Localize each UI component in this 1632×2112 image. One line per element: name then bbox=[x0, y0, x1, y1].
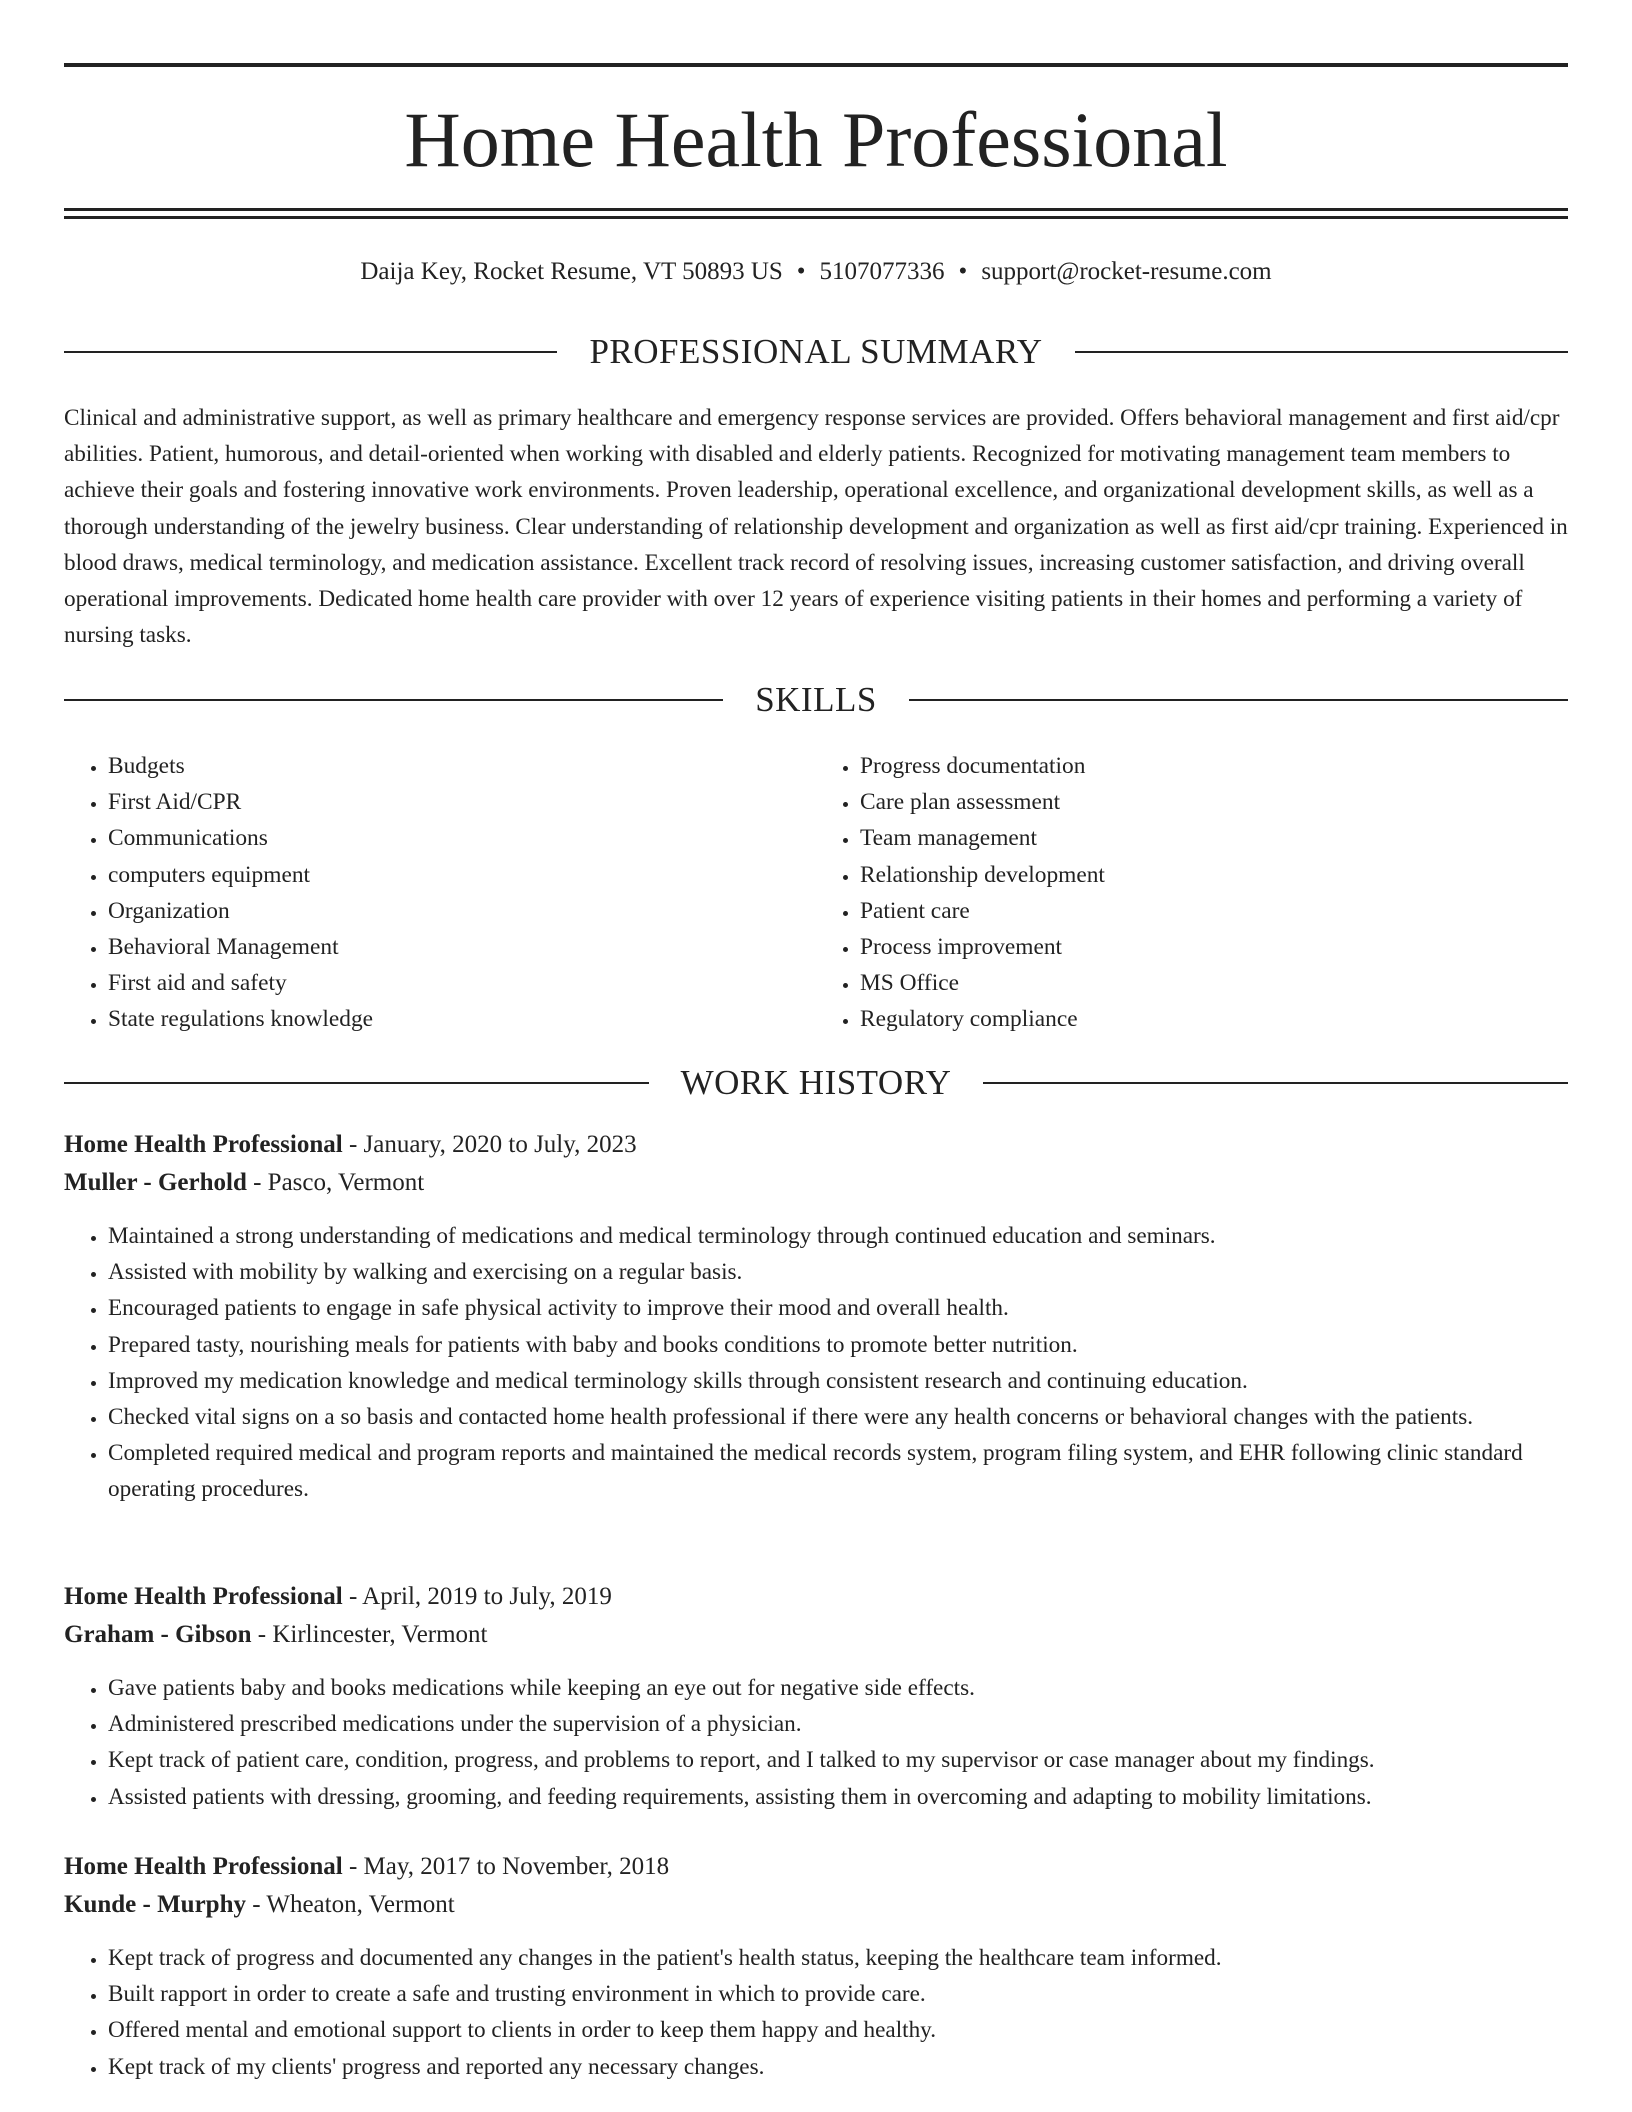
job-bullet: • Gave patients baby and books medications while keeping an eye out for negative side effects. bbox=[108, 1670, 1568, 1706]
skill-item: • Process improvement bbox=[860, 929, 1568, 965]
job-bullet: • Completed required medical and program reports and maintained the medical records system, program filing system, and EHR following clinic standard operating procedures. bbox=[108, 1435, 1568, 1507]
skill-item: • Care plan assessment bbox=[860, 784, 1568, 820]
summary-heading-label: PROFESSIONAL SUMMARY bbox=[589, 332, 1043, 371]
job-title-line bbox=[64, 1848, 1568, 1886]
heading-rule-right bbox=[1075, 351, 1568, 353]
job-bullet: • Assisted patients with dressing, grooming, and feeding requirements, assisting them in overcoming and adapting to mobility limitations. bbox=[108, 1779, 1568, 1815]
job-company-line bbox=[64, 1616, 1568, 1654]
work-history-heading-label: WORK HISTORY bbox=[680, 1063, 952, 1102]
contact-separator: • bbox=[958, 258, 968, 285]
skill-item: • MS Office bbox=[860, 965, 1568, 1001]
job-entry bbox=[64, 1578, 1568, 1815]
contact-address: Daija Key, Rocket Resume, VT 50893 US bbox=[360, 258, 783, 285]
job-bullets bbox=[64, 1940, 1568, 2085]
job-bullet: • Administered prescribed medications under the supervision of a physician. bbox=[108, 1706, 1568, 1742]
contact-email[interactable]: support@rocket-resume.com bbox=[981, 258, 1272, 285]
skill-item: • Organization bbox=[108, 893, 816, 929]
skills-list bbox=[64, 748, 1568, 1038]
heading-rule-right bbox=[983, 1082, 1568, 1084]
job-bullet: • Assisted with mobility by walking and exercising on a regular basis. bbox=[108, 1254, 1568, 1290]
job-company: Kunde - Murphy bbox=[64, 1891, 246, 1918]
skill-item: • First aid and safety bbox=[108, 965, 816, 1001]
skill-item: • First Aid/CPR bbox=[108, 784, 816, 820]
skill-item: • Progress documentation bbox=[860, 748, 1568, 784]
job-bullet: • Kept track of progress and documented any changes in the patient's health status, keeping the healthcare team informed. bbox=[108, 1940, 1568, 1976]
contact-line bbox=[64, 254, 1568, 290]
job-bullet: • Kept track of my clients' progress and reported any necessary changes. bbox=[108, 2049, 1568, 2085]
job-dates: - May, 2017 to November, 2018 bbox=[342, 1853, 670, 1880]
job-title-line bbox=[64, 1578, 1568, 1616]
job-company: Muller - Gerhold bbox=[64, 1169, 247, 1196]
job-bullet: • Prepared tasty, nourishing meals for patients with baby and books conditions to promote better nutrition. bbox=[108, 1327, 1568, 1363]
skill-item: • Communications bbox=[108, 820, 816, 856]
job-location: - Wheaton, Vermont bbox=[245, 1891, 455, 1918]
title-rule-upper bbox=[64, 208, 1568, 211]
contact-phone[interactable]: 5107077336 bbox=[819, 258, 945, 285]
skill-item: • Behavioral Management bbox=[108, 929, 816, 965]
job-company-line bbox=[64, 1164, 1568, 1202]
resume-title: Home Health Professional bbox=[404, 96, 1228, 183]
skill-item: • Relationship development bbox=[860, 857, 1568, 893]
skills-column-left bbox=[64, 748, 816, 1038]
job-dates: - April, 2019 to July, 2019 bbox=[342, 1583, 612, 1610]
skills-column-right bbox=[816, 748, 1568, 1038]
work-history-heading bbox=[64, 1061, 1568, 1105]
job-title: Home Health Professional bbox=[64, 1583, 343, 1610]
title-rule-lower bbox=[64, 216, 1568, 219]
heading-rule-left bbox=[64, 351, 557, 353]
skills-heading-label: SKILLS bbox=[755, 680, 877, 719]
heading-rule-right bbox=[909, 699, 1568, 701]
job-bullet: • Built rapport in order to create a safe and trusting environment in which to provide care. bbox=[108, 1976, 1568, 2012]
job-location: - Pasco, Vermont bbox=[246, 1169, 425, 1196]
job-bullet: • Checked vital signs on a so basis and contacted home health professional if there were any health concerns or behavioral changes with the patients. bbox=[108, 1399, 1568, 1435]
job-company-line bbox=[64, 1886, 1568, 1924]
job-bullets bbox=[64, 1670, 1568, 1815]
job-bullet: • Offered mental and emotional support to clients in order to keep them happy and healthy. bbox=[108, 2012, 1568, 2048]
job-title-line bbox=[64, 1126, 1568, 1164]
job-location: - Kirlincester, Vermont bbox=[251, 1621, 488, 1648]
job-bullets bbox=[64, 1218, 1568, 1508]
skill-item: • Patient care bbox=[860, 893, 1568, 929]
job-bullet: • Kept track of patient care, condition, progress, and problems to report, and I talked to my supervisor or case manager about my findings. bbox=[108, 1742, 1568, 1778]
job-bullet: • Maintained a strong understanding of medications and medical terminology through continued education and seminars. bbox=[108, 1218, 1568, 1254]
job-title: Home Health Professional bbox=[64, 1131, 343, 1158]
heading-rule-left bbox=[64, 699, 723, 701]
summary-heading bbox=[64, 330, 1568, 374]
skill-item: • State regulations knowledge bbox=[108, 1001, 816, 1037]
job-title: Home Health Professional bbox=[64, 1853, 343, 1880]
contact-separator: • bbox=[796, 258, 806, 285]
skills-heading bbox=[64, 678, 1568, 722]
skill-item: • Team management bbox=[860, 820, 1568, 856]
job-bullet: • Encouraged patients to engage in safe physical activity to improve their mood and overall health. bbox=[108, 1290, 1568, 1326]
job-dates: - January, 2020 to July, 2023 bbox=[342, 1131, 637, 1158]
top-rule bbox=[64, 63, 1568, 67]
skill-item: • Regulatory compliance bbox=[860, 1001, 1568, 1037]
job-entry bbox=[64, 1848, 1568, 2085]
job-bullet: • Improved my medication knowledge and medical terminology skills through consistent research and continuing education. bbox=[108, 1363, 1568, 1399]
heading-rule-left bbox=[64, 1082, 649, 1084]
skill-item: • computers equipment bbox=[108, 857, 816, 893]
skill-item: • Budgets bbox=[108, 748, 816, 784]
job-entry bbox=[64, 1126, 1568, 1508]
summary-text: Clinical and administrative support, as well as primary healthcare and emergency response services are provided. Offers behavioral management and first aid/cpr abilities. Patient, humorous, and detail-oriented when working with disabled and elderly patients. Recognized for motivating management team members to achieve their goals and fostering innovative work environments. Proven leadership, operational excellence, and organizational development skills, as well as a thorough understanding of the jewelry business. Clear understanding of relationship development and organization as well as first aid/cpr training. Experienced in blood draws, medical terminology, and medication assistance. Excellent track record of resolving issues, increasing customer satisfaction, and driving overall operational improvements. Dedicated home health care provider with over 12 years of experience visiting patients in their homes and performing a variety of nursing tasks. bbox=[64, 405, 1568, 649]
job-company: Graham - Gibson bbox=[64, 1621, 252, 1648]
